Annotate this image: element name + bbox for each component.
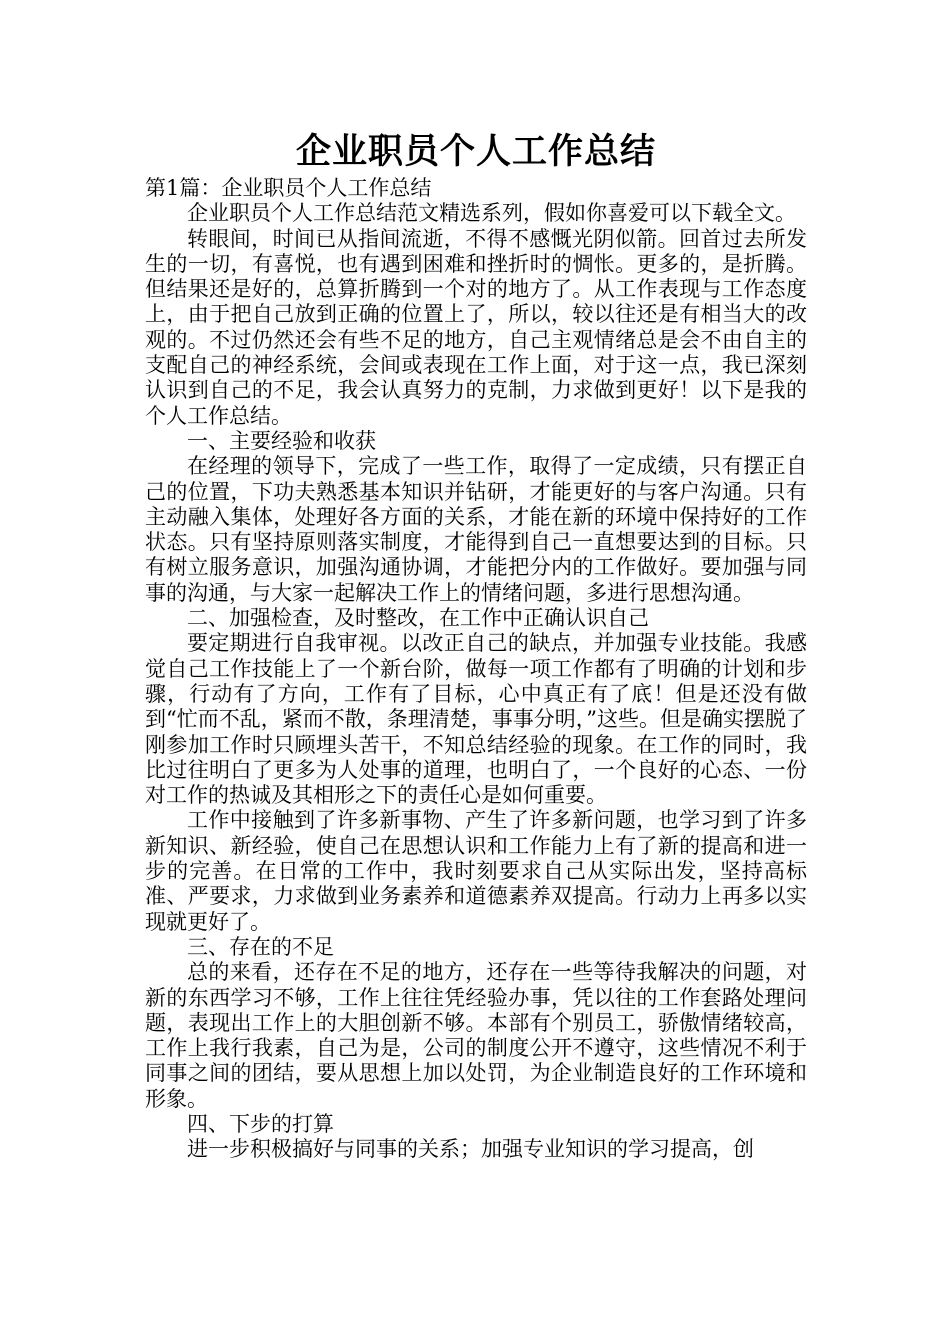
body-paragraph-3: 要定期进行自我审视。以改正自己的缺点，并加强专业技能。我感觉自己工作技能上了一个新台阶，做每一项工作都有了明确的计划和步骤，行动有了方向，工作有了目标，心中真正有了底！但是还没有做到“忙而不乱，紧而不散，条理清楚，事事分明，”这些。但是确实摆脱了刚参加工作时只顾埋头苦干，不知总结经验的现象。在工作的同时，我比过往明白了更多为人处事的道理，也明白了，一个良好的心态、一份对工作的热诚及其相形之下的责任心是如何重要。: [145, 631, 807, 808]
body-paragraph-6: 进一步积极搞好与同事的关系；加强专业知识的学习提高，创: [187, 1137, 754, 1162]
body-paragraph-1: 转眼间，时间已从指间流逝，不得不感慨光阴似箭。回首过去所发生的一切，有喜悦，也有遇到困难和挫折时的惆怅。更多的，是折腾。但结果还是好的，总算折腾到一个对的地方了。从工作表现与工作态度上，由于把自己放到正确的位置上了，所以，较以往还是有相当大的改观的。不过仍然还会有些不足的地方，自己主观情绪总是会不由自主的支配自己的神经系统，会间或表现在工作上面，对于这一点，我已深刻认识到自己的不足，我会认真努力的克制，力求做到更好！以下是我的个人工作总结。: [145, 226, 807, 428]
section-heading-2: 二、加强检查，及时整改，在工作中正确认识自己: [187, 606, 649, 631]
document-page: [145, 128, 807, 1163]
body-paragraph-5: 总的来看，还存在不足的地方，还存在一些等待我解决的问题，对新的东西学习不够，工作上往往凭经验办事，凭以往的工作套路处理问题，表现出工作上的大胆创新不够。本部有个别员工，骄傲情绪较高，工作上我行我素，自己为是，公司的制度公开不遵守，这些情况不利于同事之间的团结，要从思想上加以处罚，为企业制造良好的工作环境和形象。: [145, 960, 807, 1111]
body-paragraph-2: 在经理的领导下，完成了一些工作，取得了一定成绩，只有摆正自己的位置，下功夫熟悉基本知识并钻研，才能更好的与客户沟通。只有主动融入集体，处理好各方面的关系，才能在新的环境中保持好的工作状态。只有坚持原则落实制度，才能得到自己一直想要达到的目标。只有树立服务意识，加强沟通协调，才能把分内的工作做好。要加强与同事的沟通，与大家一起解决工作上的情绪问题，多进行思想沟通。: [145, 454, 807, 605]
body-paragraph-4: 工作中接触到了许多新事物、产生了许多新问题，也学习到了许多新知识、新经验，使自己在思想认识和工作能力上有了新的提高和进一步的完善。在日常的工作中，我时刻要求自己从实际出发，坚持高标准、严要求，力求做到业务素养和道德素养双提高。行动力上再多以实现就更好了。: [145, 808, 807, 934]
intro-paragraph: 企业职员个人工作总结范文精选系列，假如你喜爱可以下载全文。: [187, 201, 796, 226]
article-subtitle: 第1篇：企业职员个人工作总结: [145, 176, 432, 200]
section-heading-4: 四、下步的打算: [187, 1111, 334, 1136]
section-heading-3: 三、存在的不足: [187, 934, 334, 959]
section-heading-1: 一、主要经验和收获: [187, 428, 376, 453]
document-title: 企业职员个人工作总结: [295, 132, 656, 172]
